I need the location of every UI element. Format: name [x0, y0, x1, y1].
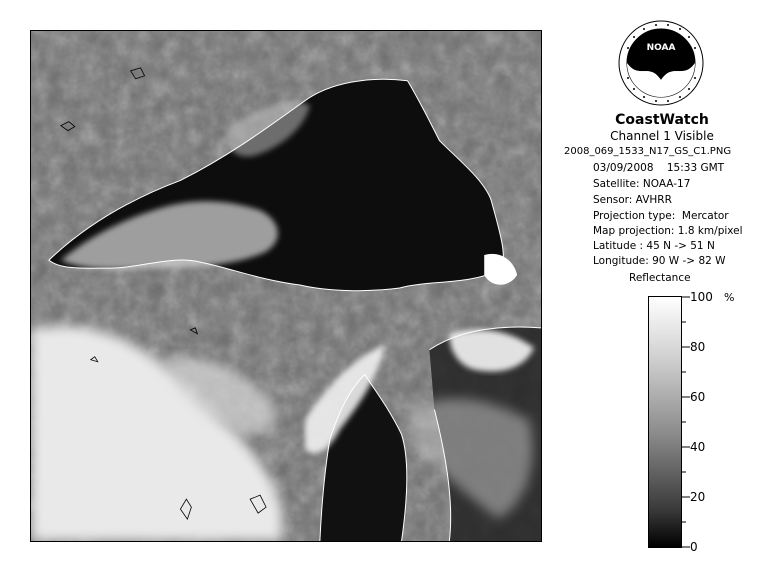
satellite-map	[30, 30, 542, 542]
channel-label: Channel 1 Visible	[610, 129, 714, 143]
legend-title: Reflectance	[629, 272, 691, 284]
tick-label: 80	[690, 340, 706, 354]
sensor-label: Sensor: AVHRR	[593, 194, 672, 206]
logo-label: NOAA	[646, 43, 676, 53]
longitude-range: Longitude: 90 W -> 82 W	[593, 255, 726, 267]
file-name: 2008_069_1533_N17_GS_C1.PNG	[564, 146, 732, 157]
map-projection: Map projection: 1.8 km/pixel	[593, 225, 743, 237]
app-title: CoastWatch	[615, 112, 709, 128]
reflectance-colorbar	[648, 296, 682, 548]
projection-type: Projection type: Mercator	[593, 210, 729, 222]
satellite-image	[31, 31, 541, 541]
noaa-logo-icon	[618, 20, 704, 106]
acquisition-datetime: 03/09/2008 15:33 GMT	[593, 162, 725, 174]
tick-label: 60	[690, 390, 706, 404]
tick-label: 0	[690, 540, 698, 554]
latitude-range: Latitude : 45 N -> 51 N	[593, 240, 715, 252]
tick-label: 40	[690, 440, 706, 454]
satellite-label: Satellite: NOAA-17	[593, 178, 691, 190]
colorbar-ticks	[682, 296, 692, 548]
legend-unit: %	[724, 291, 735, 304]
tick-label: 100	[690, 290, 713, 304]
tick-label: 20	[690, 490, 706, 504]
